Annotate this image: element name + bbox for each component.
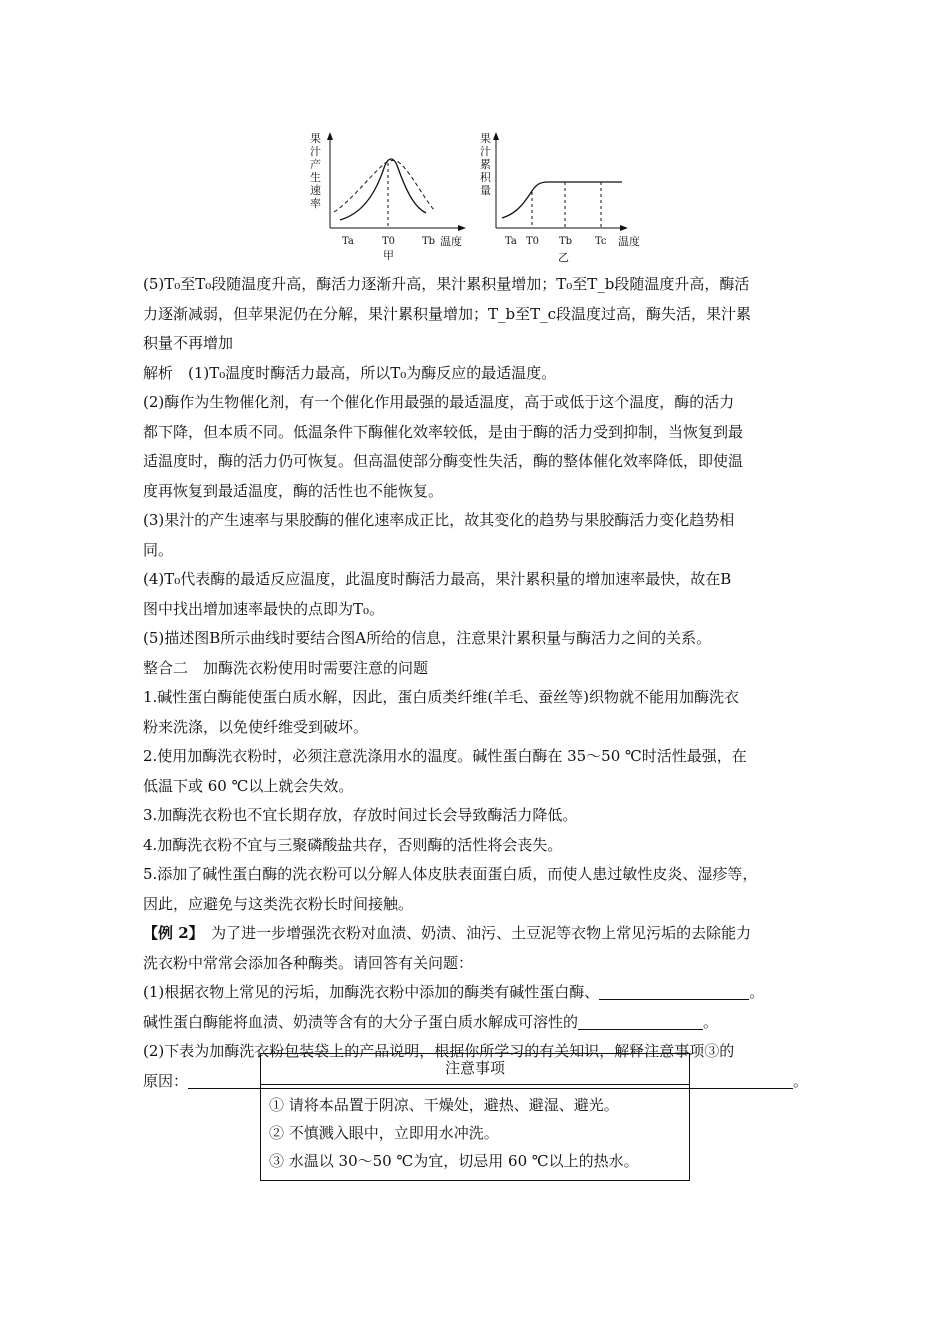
- chart-b-curve: [502, 182, 622, 218]
- question-2b-end: 。: [793, 1071, 809, 1090]
- chart-b-ylabel-0: 果: [480, 132, 491, 145]
- text-line: (4)T₀代表酶的最适反应温度，此温度时酶活力最高，果汁累积量的增加速率最快，故在B: [143, 570, 732, 588]
- notice-table: [260, 1053, 690, 1181]
- text-line: 都下降，但本质不同。低温条件下酶催化效率较低，是由于酶的活力受到抑制，当恢复到最: [143, 422, 744, 441]
- question-2b-text: 原因：: [143, 1071, 189, 1090]
- chart-a-tick-ta: Ta: [342, 236, 354, 247]
- chart-a-solid-curve: [340, 159, 426, 220]
- notice-item: ② 不慎溅入眼中，立即用水冲洗。: [269, 1124, 499, 1142]
- chart-b-xlabel: 温度: [618, 235, 640, 248]
- charts-svg: [300, 128, 660, 268]
- text-line: 适温度时，酶的活力仍可恢复。但高温使部分酶变性失活，酶的整体催化效率降低，即使温: [143, 452, 744, 470]
- text-line: 力逐渐减弱，但苹果泥仍在分解，果汁累积量增加；T_b至T_c段温度过高，酶失活，果汁累: [143, 304, 752, 323]
- example-line-2: 洗衣粉中常常会添加各种酶类。请回答有关问题：: [143, 953, 474, 972]
- text-line: 4.加酶洗衣粉不宜与三聚磷酸盐共存，否则酶的活性将会丧失。: [143, 835, 563, 854]
- text-line: 1.碱性蛋白酶能使蛋白质水解，因此，蛋白质类纤维(羊毛、蚕丝等)织物就不能用加酶洗衣: [143, 688, 740, 706]
- chart-a-ylabel-2: 产: [310, 158, 321, 171]
- question-1a-end: 。: [749, 983, 765, 1001]
- chart-b-tick-tc: Tc: [595, 236, 607, 247]
- question-1b-end: 。: [703, 1012, 719, 1031]
- chart-b-ylabel-3: 积: [480, 171, 491, 184]
- body-text: [143, 270, 823, 1096]
- example-label: 【例 2】: [143, 924, 197, 942]
- chart-a-ylabel-4: 速: [310, 184, 321, 197]
- text-line: 解析 (1)T₀温度时酶活力最高，所以T₀为酶反应的最适温度。: [143, 363, 557, 382]
- chart-a-tick-t0: T0: [382, 236, 396, 247]
- text-line: 3.加酶洗衣粉也不宜长期存放，存放时间过长会导致酶活力降低。: [143, 806, 578, 824]
- chart-b-ylabel-1: 汁: [480, 145, 491, 158]
- chart-b: [480, 132, 640, 264]
- chart-b-y-arrow: [493, 132, 499, 140]
- question-1a-text: (1)根据衣物上常见的污垢，加酶洗衣粉中添加的酶类有碱性蛋白酶、: [143, 983, 600, 1001]
- text-line: (3)果汁的产生速率与果胶酶的催化速率成正比，故其变化的趋势与果胶酶活力变化趋势相: [143, 511, 735, 529]
- question-1b-text: 碱性蛋白酶能将血渍、奶渍等含有的大分子蛋白质水解成可溶性的: [143, 1012, 579, 1031]
- chart-a-xlabel: 温度: [440, 235, 462, 248]
- chart-b-caption: 乙: [558, 251, 569, 264]
- chart-a-x-arrow: [458, 225, 466, 231]
- text-line: 2.使用加酶洗衣粉时，必须注意洗涤用水的温度。碱性蛋白酶在 35～50 ℃时活性最强，在: [143, 747, 747, 765]
- notice-item: ① 请将本品置于阴凉、干燥处，避热、避湿、避光。: [269, 1096, 619, 1114]
- example-line-1: [143, 919, 823, 949]
- figure-enzyme-charts: [300, 128, 660, 268]
- answer-blank-2[interactable]: [578, 1011, 703, 1030]
- question-1b: [143, 1008, 823, 1038]
- text-line: 图中找出增加速率最快的点即为T₀。: [143, 599, 385, 618]
- answer-blank-1[interactable]: [599, 981, 749, 1000]
- chart-a-ylabel-1: 汁: [310, 145, 321, 158]
- example-intro: 为了进一步增强洗衣粉对血渍、奶渍、油污、土豆泥等衣物上常见污垢的去除能力: [196, 924, 752, 942]
- notice-title: 注意事项: [261, 1054, 689, 1085]
- chart-a-tick-tb: Tb: [422, 236, 436, 247]
- chart-a-ylabel-0: 果: [310, 132, 321, 145]
- notice-item: ③ 水温以 30～50 ℃为宜，切忌用 60 ℃以上的热水。: [269, 1152, 639, 1170]
- text-line: 积量不再增加: [143, 334, 234, 352]
- text-line: 粉来洗涤，以免使纤维受到破坏。: [143, 717, 369, 736]
- chart-b-x-arrow: [620, 225, 628, 231]
- chart-a-ylabel-3: 生: [310, 171, 321, 184]
- chart-a-caption: 甲: [383, 249, 394, 262]
- notice-items: [261, 1085, 689, 1175]
- text-line: 因此，应避免与这类洗衣粉长时间接触。: [143, 894, 414, 913]
- chart-b-tick-tb: Tb: [559, 236, 573, 247]
- text-line: (5)T₀至T₀段随温度升高，酶活力逐渐升高，果汁累积量增加；T₀至T_b段随温度升高，酶活: [143, 275, 750, 293]
- chart-a-y-arrow: [327, 132, 333, 140]
- question-2a: (2)下表为加酶洗衣粉包装袋上的产品说明，根据你所学习的有关知识，解释注意事项③的: [143, 1042, 735, 1060]
- chart-b-tick-ta: Ta: [505, 236, 517, 247]
- question-1a: [143, 978, 823, 1008]
- chart-b-ylabel-2: 累: [480, 158, 491, 171]
- chart-b-ylabel-4: 量: [480, 184, 491, 197]
- text-line: 同。: [143, 540, 174, 559]
- text-line: 度再恢复到最适温度，酶的活性也不能恢复。: [143, 481, 444, 500]
- chart-a: [310, 132, 466, 262]
- text-line: 低温下或 60 ℃以上就会失效。: [143, 776, 354, 795]
- chart-b-tick-t0: T0: [526, 236, 540, 247]
- section-heading: 整合二 加酶洗衣粉使用时需要注意的问题: [143, 658, 429, 677]
- text-line: 5.添加了碱性蛋白酶的洗衣粉可以分解人体皮肤表面蛋白质，而使人患过敏性皮炎、湿疹等，: [143, 865, 758, 883]
- text-line: (5)描述图B所示曲线时要结合图A所给的信息，注意果汁累积量与酶活力之间的关系。: [143, 629, 712, 647]
- chart-a-ylabel-5: 率: [310, 197, 321, 210]
- text-line: (2)酶作为生物催化剂，有一个催化作用最强的最适温度，高于或低于这个温度，酶的活力: [143, 393, 735, 411]
